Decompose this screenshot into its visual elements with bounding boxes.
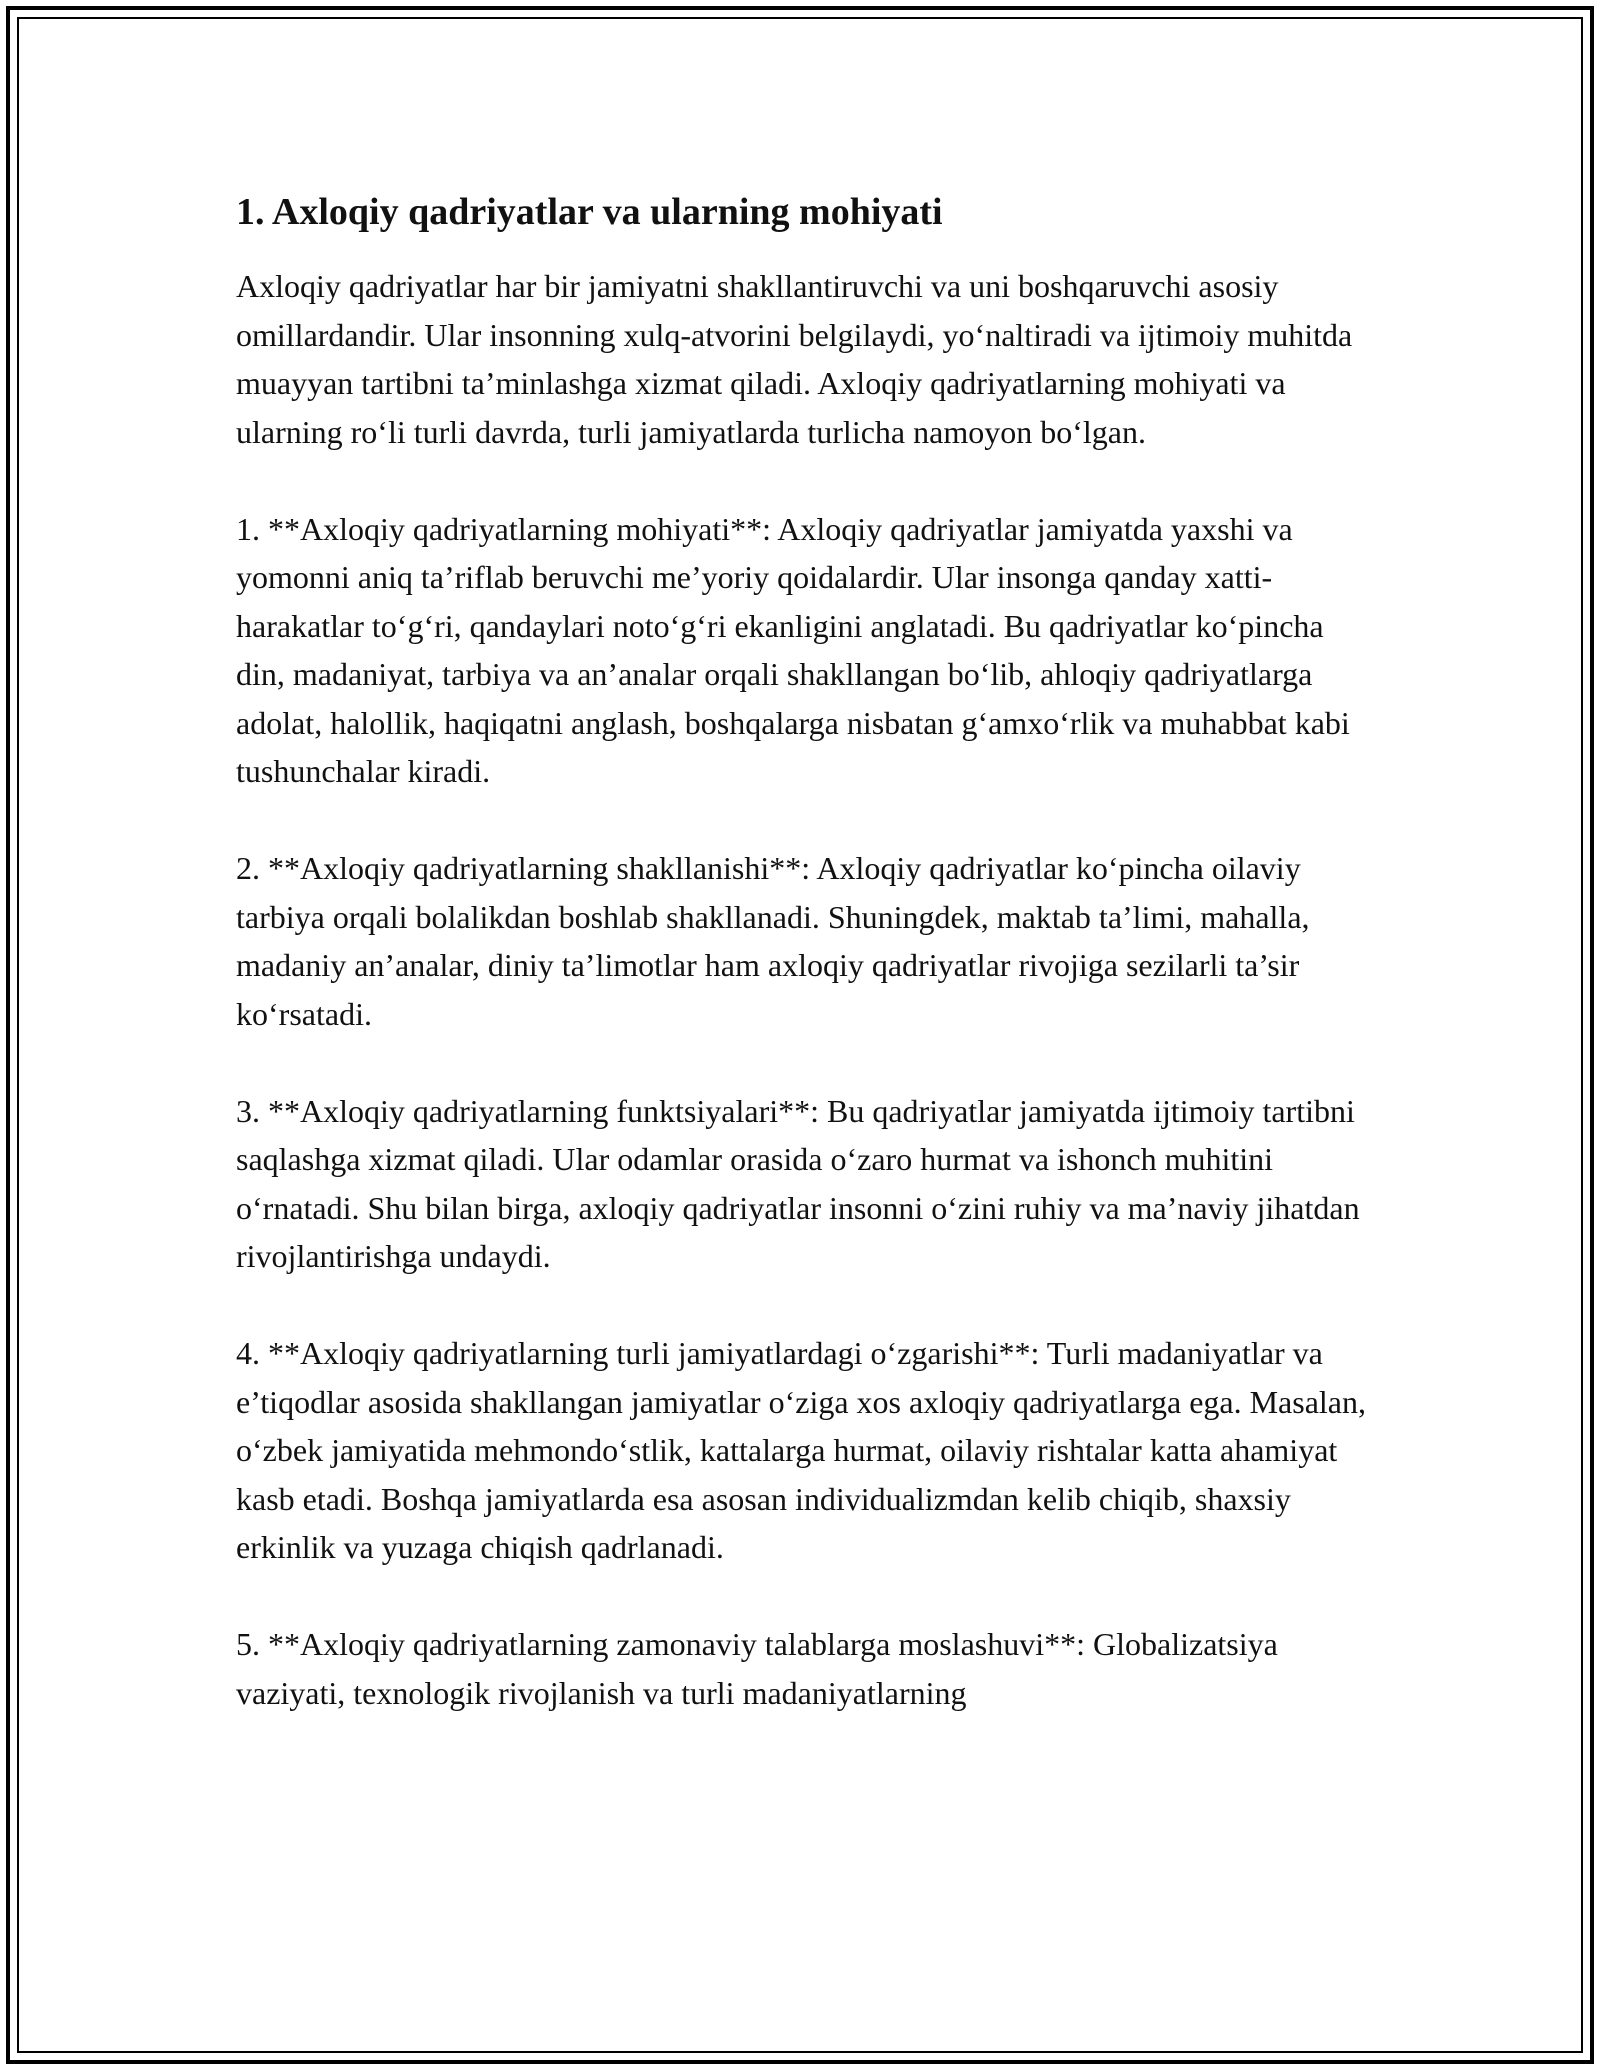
list-item-1: 1. **Axloqiy qadriyatlarning mohiyati**: Axloqiy qadriyatlar jamiyatda yaxshi va yomonni aniq ta’riflab beruvchi me’yoriy qoidalardir. Ular insonga qanday xatti-harakatlar to‘g‘ri, qandaylari noto‘g‘ri ekanligini anglatadi. Bu qadriyatlar ko‘pincha din, madaniyat, tarbiya va an’analar orqali shakllangan bo‘lib, ahloqiy qadriyatlarga adolat, halollik, haqiqatni anglash, boshqalarga nisbatan g‘amxo‘rlik va muhabbat kabi tushunchalar kiradi. bbox=[236, 510, 1350, 789]
list-item-4: 4. **Axloqiy qadriyatlarning turli jamiyatlardagi o‘zgarishi**: Turli madaniyatlar va e’tiqodlar asosida shakllangan jamiyatlar o‘ziga xos axloqiy qadriyatlarga ega. Masalan, o‘zbek jamiyatida mehmondo‘stlik, kattalarga hurmat, oilaviy rishtalar katta ahamiyat kasb etadi. Boshqa jamiyatlarda esa asosan individualizmdan kelib chiqib, shaxsiy erkinlik va yuzaga chiqish qadrlanadi. bbox=[236, 1335, 1366, 1565]
list-item-3: 3. **Axloqiy qadriyatlarning funktsiyalari**: Bu qadriyatlar jamiyatda ijtimoiy tartibni saqlashga xizmat qiladi. Ular odamlar orasida o‘zaro hurmat va ishonch muhitini o‘rnatadi. Shu bilan birga, axloqiy qadriyatlar insonni o‘zini ruhiy va ma’naviy jihatdan rivojlantirishga undaydi. bbox=[236, 1092, 1360, 1274]
document-body bbox=[236, 188, 1376, 1766]
section-heading: 1. Axloqiy qadriyatlar va ularning mohiyati bbox=[236, 191, 943, 233]
list-item-5: 5. **Axloqiy qadriyatlarning zamonaviy talablarga moslashuvi**: Globalizatsiya vaziyati, texnologik rivojlanish va turli madaniyatlarning bbox=[236, 1626, 1278, 1711]
list-item-2: 2. **Axloqiy qadriyatlarning shakllanishi**: Axloqiy qadriyatlar ko‘pincha oilaviy tarbiya orqali bolalikdan boshlab shakllanadi. Shuningdek, maktab ta’limi, mahalla, madaniy an’analar, diniy ta’limotlar ham axloqiy qadriyatlar rivojiga sezilarli ta’sir ko‘rsatadi. bbox=[236, 850, 1310, 1032]
intro-paragraph: Axloqiy qadriyatlar har bir jamiyatni shakllantiruvchi va uni boshqaruvchi asosiy omillardandir. Ular insonning xulq-atvorini belgilaydi, yo‘naltiradi va ijtimoiy muhitda muayyan tartibni ta’minlashga xizmat qiladi. Axloqiy qadriyatlarning mohiyati va ularning ro‘li turli davrda, turli jamiyatlarda turlicha namoyon bo‘lgan. bbox=[236, 268, 1353, 450]
